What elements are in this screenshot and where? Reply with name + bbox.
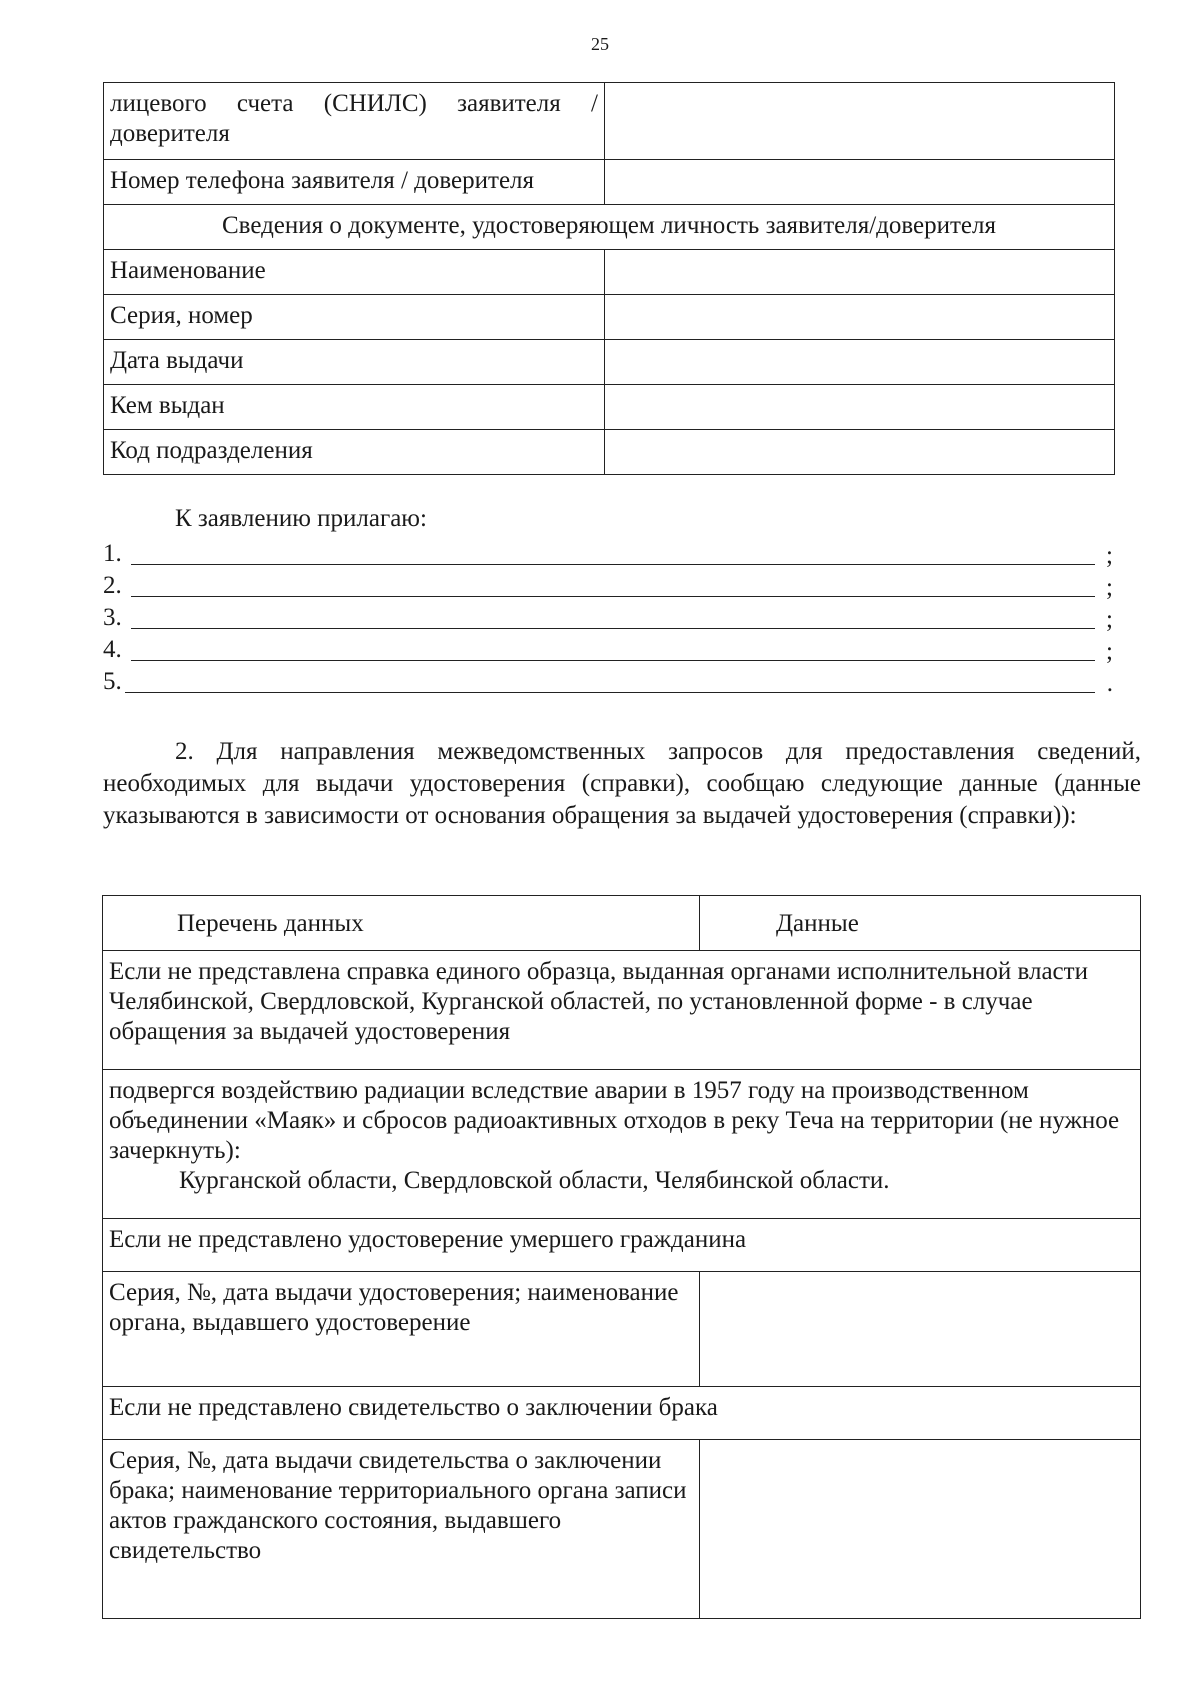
certificate-condition-block: Если не представлена справка единого образца, выданная органами исполнительной власти Челябинской, Свердловской, Курганской областей, по установленной форме - в случае обращения за выдачей удостоверения [103,951,1141,1070]
column-header-data-list: Перечень данных [103,896,700,951]
doc-name-value-cell[interactable] [605,250,1115,295]
attachment-terminator: ; [1106,638,1113,665]
attachment-terminator: ; [1106,542,1113,569]
phone-label: Номер телефона заявителя / доверителя [104,160,605,205]
interagency-data-table [102,895,1141,1619]
doc-division-code-label: Код подразделения [104,430,605,475]
snils-value-cell[interactable] [605,83,1115,160]
doc-issued-by-value-cell[interactable] [605,385,1115,430]
radiation-exposure-block [103,1070,1141,1219]
attachment-item [103,602,1113,634]
deceased-certificate-value-cell[interactable] [700,1272,1141,1387]
doc-issued-by-label: Кем выдан [104,385,605,430]
attachment-item [103,666,1113,698]
attachment-blank-line[interactable] [131,628,1095,629]
attachment-item [103,634,1113,666]
attachment-number: 2. [103,572,122,599]
attachment-number: 1. [103,540,122,567]
column-header-data: Данные [700,896,1141,951]
doc-issue-date-label: Дата выдачи [104,340,605,385]
doc-series-number-value-cell[interactable] [605,295,1115,340]
snils-label: лицевого счета (СНИЛС) заявителя / доверителя [104,83,605,160]
doc-issue-date-value-cell[interactable] [605,340,1115,385]
attachment-blank-line[interactable] [131,596,1095,597]
attachment-blank-line[interactable] [131,660,1095,661]
attachment-blank-line[interactable] [125,692,1095,693]
attachments-heading: К заявлению прилагаю: [175,505,427,532]
attachments-list [103,538,1113,698]
attachment-terminator: ; [1106,606,1113,633]
identity-doc-section-title: Сведения о документе, удостоверяющем личность заявителя/доверителя [104,205,1115,250]
marriage-certificate-value-cell[interactable] [700,1440,1141,1619]
attachment-terminator: ; [1106,574,1113,601]
applicant-info-table [103,82,1115,475]
attachment-number: 3. [103,604,122,631]
marriage-certificate-label: Серия, №, дата выдачи свидетельства о заключении брака; наименование территориального органа записи актов гражданского состояния, выдавшего свидетельство [103,1440,700,1619]
radiation-exposure-text: подвергся воздействию радиации вследствие аварии в 1957 году на производственном объединении «Маяк» и сбросов радиоактивных отходов в реку Теча на территории (не нужное зачеркнуть): [109,1077,1120,1164]
attachment-item [103,538,1113,570]
attachment-number: 4. [103,636,122,663]
marriage-certificate-condition: Если не представлено свидетельство о заключении брака [103,1387,1141,1440]
phone-value-cell[interactable] [605,160,1115,205]
deceased-certificate-label: Серия, №, дата выдачи удостоверения; наименование органа, выдавшего удостоверение [103,1272,700,1387]
doc-division-code-value-cell[interactable] [605,430,1115,475]
doc-name-label: Наименование [104,250,605,295]
page-number: 25 [591,34,609,54]
regions-strike-options[interactable]: Курганской области, Свердловской области, Челябинской области. [179,1167,890,1194]
attachment-blank-line[interactable] [131,564,1095,565]
attachment-item [103,570,1113,602]
doc-series-number-label: Серия, номер [104,295,605,340]
deceased-certificate-condition: Если не представлено удостоверение умершего гражданина [103,1219,1141,1272]
attachment-terminator: . [1106,670,1113,697]
interagency-request-paragraph: 2. Для направления межведомственных запросов для предоставления сведений, необходимых для выдачи удостоверения (справки), сообщаю следующие данные (данные указываются в зависимости от основания обращения за выдачей удостоверения (справки)): [103,738,1141,829]
attachment-number: 5. [103,668,122,695]
